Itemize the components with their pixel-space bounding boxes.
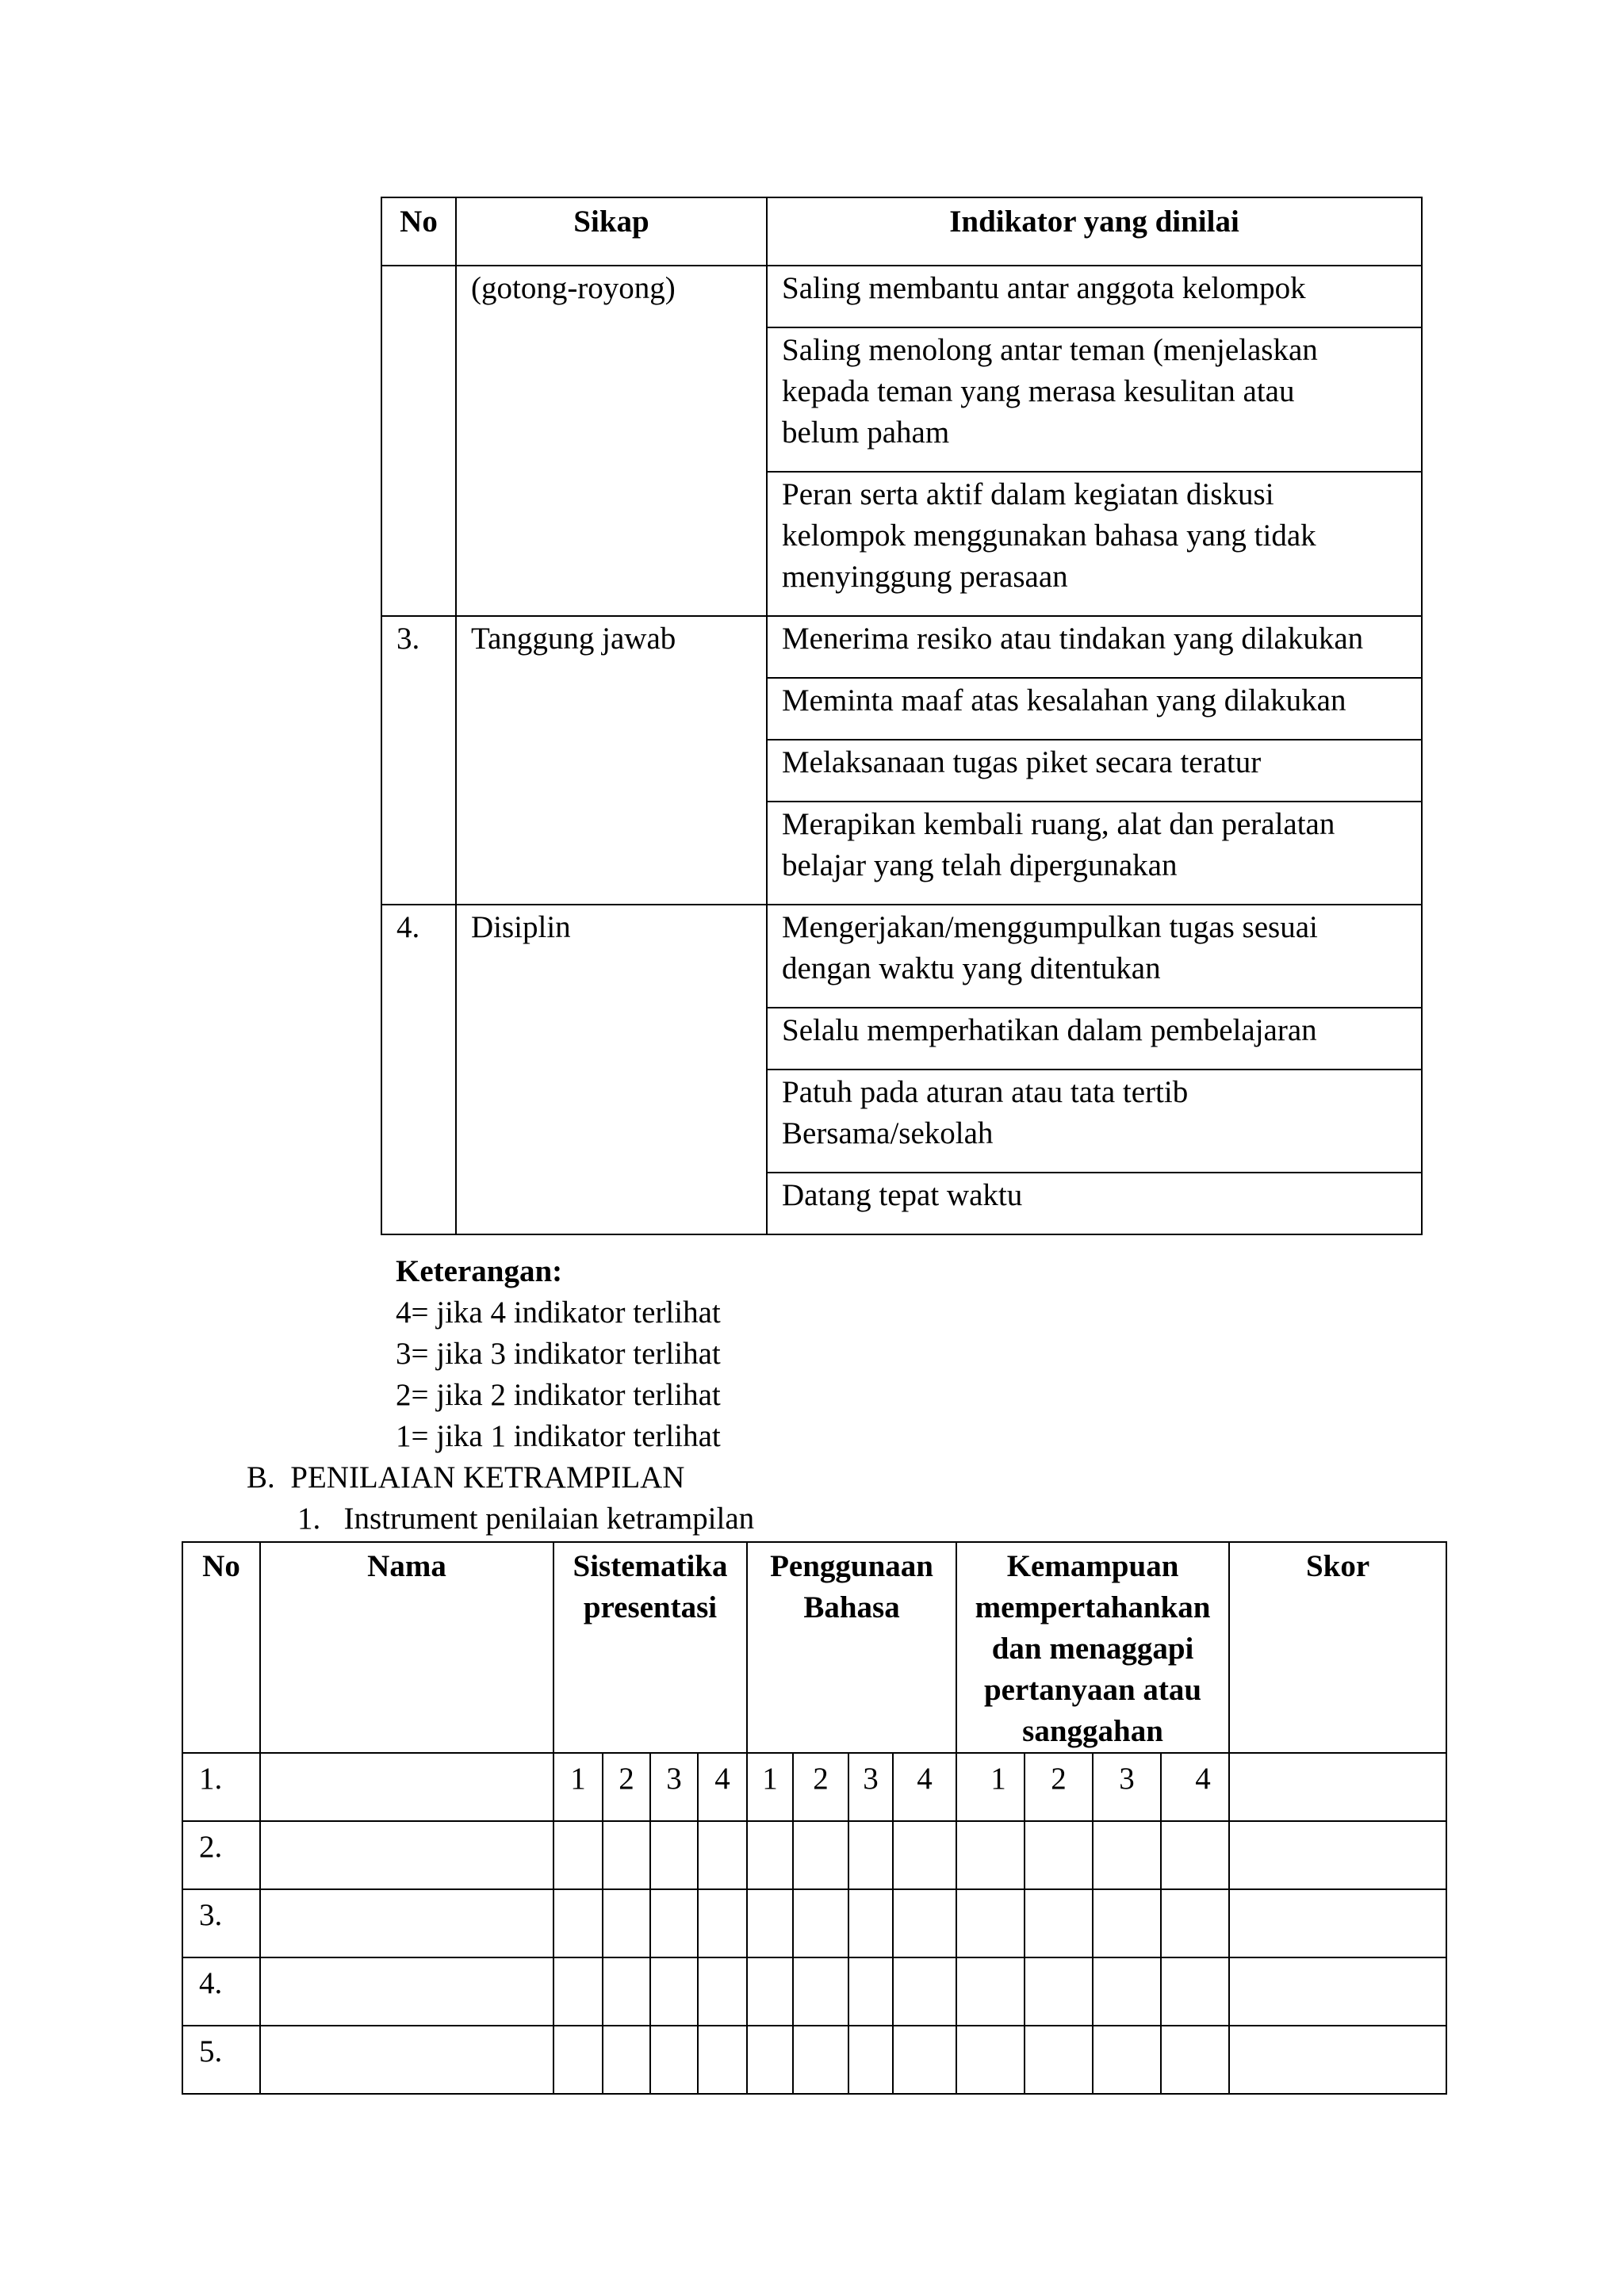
row-number: 2. <box>182 1821 260 1889</box>
indicator-cell: Saling menolong antar teman (menjelaskan kepada teman yang merasa kesulitan atau belum paham <box>767 327 1422 472</box>
indicator-cell: Selalu memperhatikan dalam pembelajaran <box>767 1008 1422 1070</box>
header-no: No <box>182 1542 260 1753</box>
score-cell: 1 <box>747 1753 793 1821</box>
sikap-disiplin: Disiplin <box>456 905 767 1234</box>
header-skor: Skor <box>1229 1542 1446 1753</box>
indicator-cell: Mengerjakan/menggumpulkan tugas sesuai dengan waktu yang ditentukan <box>767 905 1422 1008</box>
keterangan-title: Keterangan: <box>396 1254 563 1288</box>
keterangan-block <box>396 1251 721 1457</box>
row-number: 3. <box>182 1889 260 1957</box>
indicator-cell: Datang tepat waktu <box>767 1173 1422 1234</box>
nama-cell <box>260 1753 553 1821</box>
header-nama: Nama <box>260 1542 553 1753</box>
skor-cell <box>1229 1889 1446 1957</box>
row-no-empty <box>381 266 456 616</box>
table-row <box>182 1821 1446 1889</box>
score-cell: 2 <box>1025 1753 1093 1821</box>
sikap-tanggung-jawab: Tanggung jawab <box>456 616 767 905</box>
header-sikap: Sikap <box>456 197 767 266</box>
indicator-cell: Peran serta aktif dalam kegiatan diskusi kelompok menggunakan bahasa yang tidak menyinggung perasaan <box>767 472 1422 616</box>
header-indikator: Indikator yang dinilai <box>767 197 1422 266</box>
header-kemampuan: Kemampuan mempertahankan dan menaggapi pertanyaan atau sanggahan <box>956 1542 1229 1753</box>
score-cell: 3 <box>848 1753 893 1821</box>
row-no: 4. <box>381 905 456 1234</box>
header-penggunaan-bahasa: Penggunaan Bahasa <box>747 1542 956 1753</box>
skor-cell <box>1229 2026 1446 2094</box>
sikap-gotong-royong: (gotong-royong) <box>456 266 767 616</box>
row-no: 3. <box>381 616 456 905</box>
score-cell: 2 <box>793 1753 848 1821</box>
subsection-heading: 1. Instrument penilaian ketrampilan <box>297 1502 755 1536</box>
header-no: No <box>381 197 456 266</box>
indicator-cell: Merapikan kembali ruang, alat dan peralatan belajar yang telah dipergunakan <box>767 802 1422 905</box>
indicator-cell: Melaksanaan tugas piket secara teratur <box>767 740 1422 802</box>
keterangan-item: 1= jika 1 indikator terlihat <box>396 1419 721 1453</box>
table-row <box>182 2026 1446 2094</box>
indicator-cell: Meminta maaf atas kesalahan yang dilakukan <box>767 678 1422 740</box>
score-cell: 3 <box>1093 1753 1161 1821</box>
nama-cell <box>260 2026 553 2094</box>
score-cell: 1 <box>956 1753 1025 1821</box>
skill-table-header-row <box>182 1542 1446 1753</box>
table-row <box>182 1753 1446 1821</box>
indicator-cell: Menerima resiko atau tindakan yang dilakukan <box>767 616 1422 678</box>
row-number: 4. <box>182 1957 260 2026</box>
score-cell: 2 <box>603 1753 650 1821</box>
nama-cell <box>260 1957 553 2026</box>
table-row <box>381 266 1422 327</box>
keterangan-item: 3= jika 3 indikator terlihat <box>396 1337 721 1371</box>
skill-assessment-table <box>182 1541 1447 2095</box>
score-cell: 4 <box>1161 1753 1229 1821</box>
keterangan-item: 2= jika 2 indikator terlihat <box>396 1378 721 1412</box>
row-number: 5. <box>182 2026 260 2094</box>
indicator-cell: Patuh pada aturan atau tata tertib Bersama/sekolah <box>767 1070 1422 1173</box>
attitude-table-header-row <box>381 197 1422 266</box>
score-cell: 4 <box>893 1753 956 1821</box>
nama-cell <box>260 1821 553 1889</box>
indicator-cell: Saling membantu antar anggota kelompok <box>767 266 1422 327</box>
table-row <box>182 1957 1446 2026</box>
score-cell: 1 <box>553 1753 603 1821</box>
table-row <box>381 616 1422 678</box>
keterangan-item: 4= jika 4 indikator terlihat <box>396 1295 721 1330</box>
skor-cell <box>1229 1957 1446 2026</box>
score-cell: 4 <box>698 1753 747 1821</box>
score-cell: 3 <box>650 1753 698 1821</box>
table-row <box>381 905 1422 1008</box>
row-number: 1. <box>182 1753 260 1821</box>
skor-cell <box>1229 1753 1446 1821</box>
table-row <box>182 1889 1446 1957</box>
header-sistematika: Sistematika presentasi <box>553 1542 747 1753</box>
attitude-indicator-table <box>381 197 1423 1235</box>
skor-cell <box>1229 1821 1446 1889</box>
section-heading: B. PENILAIAN KETRAMPILAN <box>247 1460 685 1494</box>
nama-cell <box>260 1889 553 1957</box>
